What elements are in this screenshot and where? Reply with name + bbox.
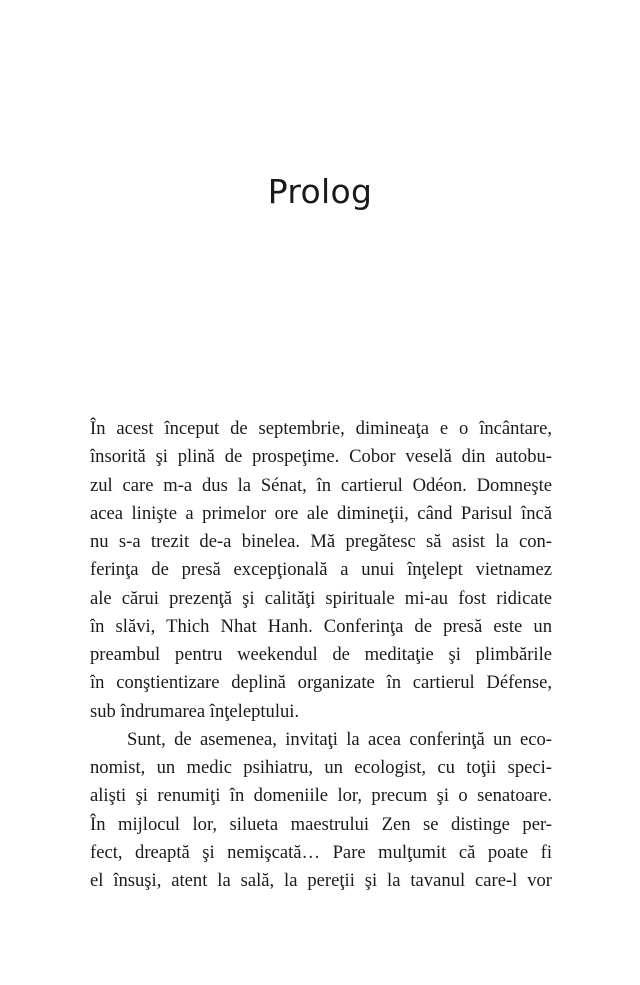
chapter-body — [90, 415, 552, 895]
text-line: acea linişte a primelor ore ale dimineţii, când Parisul încă — [90, 502, 552, 524]
text-line: nomist, un medic psihiatru, un ecologist, cu toţii speci- — [90, 757, 552, 778]
text-line: fect, dreaptă şi nemişcată… Pare mulţumit că poate fi — [90, 841, 552, 863]
text-line: nu s-a trezit de-a binelea. Mă pregătesc să asist la con- — [90, 531, 552, 552]
text-line: însorită şi plină de prospeţime. Cobor veselă din autobu- — [90, 446, 552, 468]
paragraph-2 — [90, 726, 552, 896]
text-line: el însuşi, atent la sală, la pereţii şi la tavanul care-l vor — [90, 870, 552, 891]
text-line: în conştientizare deplină organizate în cartierul Défense, — [90, 672, 552, 694]
text-line: ferinţa de presă excepţională a unui înţelept vietnamez — [90, 559, 552, 581]
text-line: În mijlocul lor, silueta maestrului Zen se distinge per- — [90, 813, 552, 835]
paragraph-1 — [90, 415, 552, 726]
chapter-title: Prolog — [267, 172, 373, 211]
text-line: alişti şi renumiţi în domeniile lor, precum şi o senatoare. — [90, 785, 552, 807]
text-line: ale cărui prezenţă şi calităţi spirituale mi-au fost ridicate — [90, 587, 552, 609]
text-line: sub îndrumarea înţeleptului. — [90, 700, 300, 722]
text-line: în slăvi, Thich Nhat Hanh. Conferinţa de presă este un — [90, 615, 552, 637]
text-line: preambul pentru weekendul de meditaţie şi plimbările — [90, 644, 552, 665]
text-line: În acest început de septembrie, dimineaţa e o încântare, — [90, 418, 552, 439]
text-line: zul care m-a dus la Sénat, în cartierul Odéon. Domneşte — [90, 474, 552, 496]
text-line: Sunt, de asemenea, invitaţi la acea conferinţă un eco- — [127, 728, 552, 750]
